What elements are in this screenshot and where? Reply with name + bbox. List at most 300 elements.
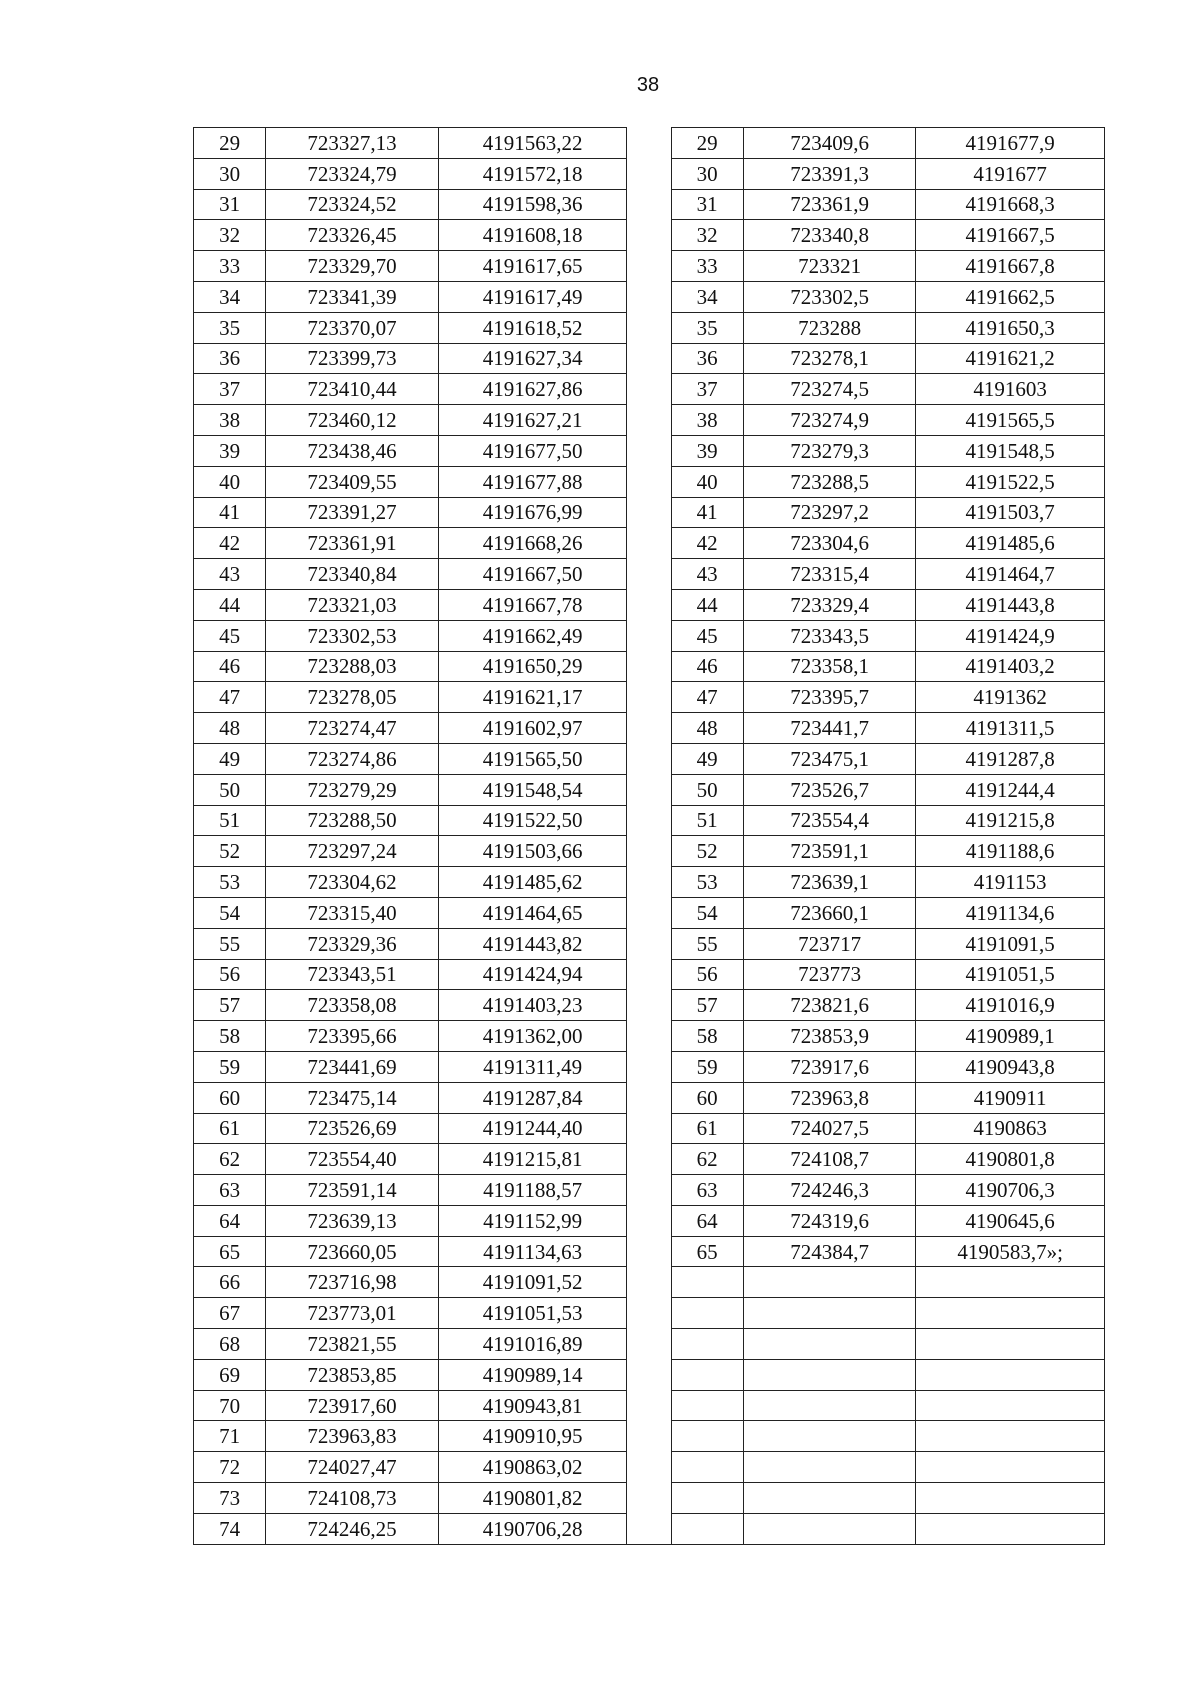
left-x-coordinate-cell: 723358,08 [266, 990, 439, 1021]
right-x-coordinate-cell [743, 1421, 916, 1452]
table-row [194, 1051, 1105, 1082]
table-row [194, 713, 1105, 744]
table-row [194, 281, 1105, 312]
left-x-coordinate-cell: 723343,51 [266, 959, 439, 990]
right-x-coordinate-cell: 723361,9 [743, 189, 916, 220]
left-point-number-cell: 37 [194, 374, 266, 405]
column-gap-cell [627, 897, 671, 928]
right-point-number-cell: 49 [671, 743, 743, 774]
table-row [194, 682, 1105, 713]
table-row [194, 1021, 1105, 1052]
left-point-number-cell: 65 [194, 1236, 266, 1267]
right-x-coordinate-cell: 724319,6 [743, 1205, 916, 1236]
left-y-coordinate-cell: 4191152,99 [438, 1205, 627, 1236]
table-row [194, 189, 1105, 220]
table-row [194, 497, 1105, 528]
left-x-coordinate-cell: 723441,69 [266, 1051, 439, 1082]
right-x-coordinate-cell: 723441,7 [743, 713, 916, 744]
right-point-number-cell: 47 [671, 682, 743, 713]
left-x-coordinate-cell: 723526,69 [266, 1113, 439, 1144]
left-point-number-cell: 53 [194, 867, 266, 898]
table-row [194, 1359, 1105, 1390]
right-x-coordinate-cell: 723821,6 [743, 990, 916, 1021]
right-y-coordinate-cell: 4191668,3 [916, 189, 1105, 220]
left-y-coordinate-cell: 4191618,52 [438, 312, 627, 343]
left-x-coordinate-cell: 723395,66 [266, 1021, 439, 1052]
column-gap-cell [627, 1513, 671, 1544]
table-row [194, 312, 1105, 343]
table-row [194, 1513, 1105, 1544]
left-y-coordinate-cell: 4191016,89 [438, 1329, 627, 1360]
table-row [194, 1421, 1105, 1452]
right-x-coordinate-cell: 723274,9 [743, 405, 916, 436]
table-row [194, 867, 1105, 898]
left-y-coordinate-cell: 4191677,88 [438, 466, 627, 497]
right-y-coordinate-cell: 4191311,5 [916, 713, 1105, 744]
table-row [194, 1113, 1105, 1144]
right-point-number-cell: 39 [671, 435, 743, 466]
right-y-coordinate-cell [916, 1390, 1105, 1421]
right-x-coordinate-cell: 723279,3 [743, 435, 916, 466]
left-point-number-cell: 44 [194, 589, 266, 620]
table-row [194, 1452, 1105, 1483]
right-y-coordinate-cell: 4191677,9 [916, 128, 1105, 159]
column-gap-cell [627, 867, 671, 898]
right-point-number-cell: 46 [671, 651, 743, 682]
column-gap-cell [627, 343, 671, 374]
table-row [194, 220, 1105, 251]
left-x-coordinate-cell: 723460,12 [266, 405, 439, 436]
column-gap-cell [627, 774, 671, 805]
right-point-number-cell: 51 [671, 805, 743, 836]
right-x-coordinate-cell: 723526,7 [743, 774, 916, 805]
right-point-number-cell [671, 1513, 743, 1544]
right-x-coordinate-cell: 724384,7 [743, 1236, 916, 1267]
left-point-number-cell: 54 [194, 897, 266, 928]
right-y-coordinate-cell: 4190801,8 [916, 1144, 1105, 1175]
left-y-coordinate-cell: 4191662,49 [438, 620, 627, 651]
right-x-coordinate-cell: 723591,1 [743, 836, 916, 867]
left-y-coordinate-cell: 4191311,49 [438, 1051, 627, 1082]
left-x-coordinate-cell: 723274,47 [266, 713, 439, 744]
right-x-coordinate-cell: 723917,6 [743, 1051, 916, 1082]
right-y-coordinate-cell: 4191464,7 [916, 559, 1105, 590]
column-gap-cell [627, 1051, 671, 1082]
column-gap-cell [627, 620, 671, 651]
column-gap-cell [627, 651, 671, 682]
left-y-coordinate-cell: 4191287,84 [438, 1082, 627, 1113]
column-gap-cell [627, 128, 671, 159]
right-x-coordinate-cell: 723773 [743, 959, 916, 990]
column-gap-cell [627, 1082, 671, 1113]
left-point-number-cell: 38 [194, 405, 266, 436]
right-point-number-cell: 54 [671, 897, 743, 928]
right-y-coordinate-cell: 4191016,9 [916, 990, 1105, 1021]
table-row [194, 466, 1105, 497]
left-x-coordinate-cell: 723278,05 [266, 682, 439, 713]
right-point-number-cell: 62 [671, 1144, 743, 1175]
right-point-number-cell: 35 [671, 312, 743, 343]
right-point-number-cell [671, 1421, 743, 1452]
right-y-coordinate-cell: 4190911 [916, 1082, 1105, 1113]
right-point-number-cell: 63 [671, 1175, 743, 1206]
left-y-coordinate-cell: 4191443,82 [438, 928, 627, 959]
left-x-coordinate-cell: 724027,47 [266, 1452, 439, 1483]
column-gap-cell [627, 374, 671, 405]
column-gap-cell [627, 1236, 671, 1267]
table-row [194, 251, 1105, 282]
column-gap-cell [627, 405, 671, 436]
table-row [194, 405, 1105, 436]
left-x-coordinate-cell: 723340,84 [266, 559, 439, 590]
left-x-coordinate-cell: 723639,13 [266, 1205, 439, 1236]
right-y-coordinate-cell: 4191134,6 [916, 897, 1105, 928]
right-y-coordinate-cell: 4191153 [916, 867, 1105, 898]
right-y-coordinate-cell [916, 1452, 1105, 1483]
column-gap-cell [627, 220, 671, 251]
left-y-coordinate-cell: 4191617,49 [438, 281, 627, 312]
right-point-number-cell: 33 [671, 251, 743, 282]
table-row [194, 128, 1105, 159]
left-x-coordinate-cell: 723329,70 [266, 251, 439, 282]
right-x-coordinate-cell [743, 1329, 916, 1360]
left-x-coordinate-cell: 723370,07 [266, 312, 439, 343]
table-row [194, 651, 1105, 682]
right-point-number-cell: 65 [671, 1236, 743, 1267]
table-row [194, 620, 1105, 651]
right-x-coordinate-cell [743, 1359, 916, 1390]
table-row [194, 1390, 1105, 1421]
right-x-coordinate-cell: 723297,2 [743, 497, 916, 528]
column-gap-cell [627, 1298, 671, 1329]
table-row [194, 1267, 1105, 1298]
right-x-coordinate-cell: 724246,3 [743, 1175, 916, 1206]
table-row [194, 1483, 1105, 1514]
column-gap-cell [627, 1021, 671, 1052]
left-point-number-cell: 40 [194, 466, 266, 497]
table-row [194, 1298, 1105, 1329]
right-point-number-cell: 48 [671, 713, 743, 744]
left-x-coordinate-cell: 723302,53 [266, 620, 439, 651]
table-row [194, 928, 1105, 959]
right-point-number-cell: 34 [671, 281, 743, 312]
left-x-coordinate-cell: 723773,01 [266, 1298, 439, 1329]
left-point-number-cell: 57 [194, 990, 266, 1021]
left-x-coordinate-cell: 723341,39 [266, 281, 439, 312]
right-point-number-cell: 36 [671, 343, 743, 374]
left-y-coordinate-cell: 4191134,63 [438, 1236, 627, 1267]
left-point-number-cell: 43 [194, 559, 266, 590]
right-x-coordinate-cell: 723304,6 [743, 528, 916, 559]
left-y-coordinate-cell: 4191627,21 [438, 405, 627, 436]
left-y-coordinate-cell: 4191485,62 [438, 867, 627, 898]
right-y-coordinate-cell: 4191522,5 [916, 466, 1105, 497]
coordinates-table [193, 127, 1105, 1545]
right-y-coordinate-cell: 4191667,5 [916, 220, 1105, 251]
right-point-number-cell: 29 [671, 128, 743, 159]
column-gap-cell [627, 312, 671, 343]
left-x-coordinate-cell: 723409,55 [266, 466, 439, 497]
right-x-coordinate-cell [743, 1390, 916, 1421]
right-point-number-cell: 38 [671, 405, 743, 436]
right-y-coordinate-cell: 4191188,6 [916, 836, 1105, 867]
left-y-coordinate-cell: 4191608,18 [438, 220, 627, 251]
right-y-coordinate-cell: 4191287,8 [916, 743, 1105, 774]
left-point-number-cell: 30 [194, 158, 266, 189]
left-x-coordinate-cell: 723963,83 [266, 1421, 439, 1452]
right-x-coordinate-cell: 723554,4 [743, 805, 916, 836]
left-x-coordinate-cell: 723279,29 [266, 774, 439, 805]
left-point-number-cell: 58 [194, 1021, 266, 1052]
left-y-coordinate-cell: 4191677,50 [438, 435, 627, 466]
right-y-coordinate-cell: 4190863 [916, 1113, 1105, 1144]
table-row [194, 1329, 1105, 1360]
left-y-coordinate-cell: 4191598,36 [438, 189, 627, 220]
left-point-number-cell: 52 [194, 836, 266, 867]
right-x-coordinate-cell: 723274,5 [743, 374, 916, 405]
left-x-coordinate-cell: 723399,73 [266, 343, 439, 374]
left-point-number-cell: 61 [194, 1113, 266, 1144]
right-point-number-cell [671, 1359, 743, 1390]
column-gap-cell [627, 251, 671, 282]
left-x-coordinate-cell: 724246,25 [266, 1513, 439, 1544]
left-point-number-cell: 45 [194, 620, 266, 651]
left-point-number-cell: 74 [194, 1513, 266, 1544]
right-point-number-cell: 59 [671, 1051, 743, 1082]
left-point-number-cell: 50 [194, 774, 266, 805]
right-point-number-cell: 57 [671, 990, 743, 1021]
left-y-coordinate-cell: 4191627,34 [438, 343, 627, 374]
right-x-coordinate-cell: 723395,7 [743, 682, 916, 713]
right-x-coordinate-cell: 723340,8 [743, 220, 916, 251]
right-x-coordinate-cell: 723409,6 [743, 128, 916, 159]
column-gap-cell [627, 559, 671, 590]
left-x-coordinate-cell: 723361,91 [266, 528, 439, 559]
left-y-coordinate-cell: 4191565,50 [438, 743, 627, 774]
left-x-coordinate-cell: 723315,40 [266, 897, 439, 928]
right-y-coordinate-cell [916, 1483, 1105, 1514]
right-point-number-cell: 30 [671, 158, 743, 189]
left-point-number-cell: 70 [194, 1390, 266, 1421]
left-y-coordinate-cell: 4190863,02 [438, 1452, 627, 1483]
left-point-number-cell: 51 [194, 805, 266, 836]
right-y-coordinate-cell: 4191677 [916, 158, 1105, 189]
left-x-coordinate-cell: 723554,40 [266, 1144, 439, 1175]
left-y-coordinate-cell: 4191572,18 [438, 158, 627, 189]
left-x-coordinate-cell: 723326,45 [266, 220, 439, 251]
left-x-coordinate-cell: 723391,27 [266, 497, 439, 528]
right-y-coordinate-cell: 4190943,8 [916, 1051, 1105, 1082]
column-gap-cell [627, 928, 671, 959]
left-x-coordinate-cell: 723274,86 [266, 743, 439, 774]
table-row [194, 1236, 1105, 1267]
left-point-number-cell: 29 [194, 128, 266, 159]
right-point-number-cell: 56 [671, 959, 743, 990]
left-point-number-cell: 68 [194, 1329, 266, 1360]
table-row [194, 990, 1105, 1021]
left-y-coordinate-cell: 4191563,22 [438, 128, 627, 159]
column-gap-cell [627, 805, 671, 836]
right-x-coordinate-cell [743, 1452, 916, 1483]
table-row [194, 1175, 1105, 1206]
column-gap-cell [627, 836, 671, 867]
right-x-coordinate-cell [743, 1267, 916, 1298]
column-gap-cell [627, 1359, 671, 1390]
right-y-coordinate-cell: 4191485,6 [916, 528, 1105, 559]
right-y-coordinate-cell: 4191650,3 [916, 312, 1105, 343]
right-y-coordinate-cell: 4191443,8 [916, 589, 1105, 620]
right-point-number-cell: 55 [671, 928, 743, 959]
left-y-coordinate-cell: 4191244,40 [438, 1113, 627, 1144]
left-point-number-cell: 66 [194, 1267, 266, 1298]
right-y-coordinate-cell: 4191362 [916, 682, 1105, 713]
left-y-coordinate-cell: 4191676,99 [438, 497, 627, 528]
left-point-number-cell: 34 [194, 281, 266, 312]
right-point-number-cell: 31 [671, 189, 743, 220]
right-x-coordinate-cell: 723288 [743, 312, 916, 343]
column-gap-cell [627, 1205, 671, 1236]
left-point-number-cell: 46 [194, 651, 266, 682]
right-x-coordinate-cell: 723963,8 [743, 1082, 916, 1113]
right-point-number-cell [671, 1452, 743, 1483]
right-point-number-cell: 45 [671, 620, 743, 651]
left-point-number-cell: 31 [194, 189, 266, 220]
left-point-number-cell: 35 [194, 312, 266, 343]
table-row [194, 559, 1105, 590]
left-point-number-cell: 42 [194, 528, 266, 559]
column-gap-cell [627, 1175, 671, 1206]
right-point-number-cell [671, 1329, 743, 1360]
right-point-number-cell: 60 [671, 1082, 743, 1113]
left-x-coordinate-cell: 723288,03 [266, 651, 439, 682]
left-y-coordinate-cell: 4191668,26 [438, 528, 627, 559]
right-y-coordinate-cell [916, 1267, 1105, 1298]
left-point-number-cell: 49 [194, 743, 266, 774]
right-point-number-cell: 52 [671, 836, 743, 867]
table-row [194, 158, 1105, 189]
left-x-coordinate-cell: 723917,60 [266, 1390, 439, 1421]
right-y-coordinate-cell: 4191548,5 [916, 435, 1105, 466]
left-point-number-cell: 67 [194, 1298, 266, 1329]
right-y-coordinate-cell: 4191565,5 [916, 405, 1105, 436]
left-x-coordinate-cell: 723288,50 [266, 805, 439, 836]
table-row [194, 435, 1105, 466]
right-y-coordinate-cell: 4191244,4 [916, 774, 1105, 805]
table-row [194, 805, 1105, 836]
left-point-number-cell: 73 [194, 1483, 266, 1514]
table-row [194, 959, 1105, 990]
column-gap-cell [627, 528, 671, 559]
table-row [194, 528, 1105, 559]
right-point-number-cell: 32 [671, 220, 743, 251]
column-gap-cell [627, 990, 671, 1021]
left-y-coordinate-cell: 4191051,53 [438, 1298, 627, 1329]
left-y-coordinate-cell: 4191667,78 [438, 589, 627, 620]
column-gap-cell [627, 1267, 671, 1298]
right-point-number-cell [671, 1483, 743, 1514]
left-x-coordinate-cell: 723660,05 [266, 1236, 439, 1267]
table-row [194, 774, 1105, 805]
right-y-coordinate-cell: 4190989,1 [916, 1021, 1105, 1052]
table-row [194, 374, 1105, 405]
left-point-number-cell: 62 [194, 1144, 266, 1175]
left-point-number-cell: 64 [194, 1205, 266, 1236]
page-number: 38 [636, 74, 660, 96]
right-point-number-cell: 40 [671, 466, 743, 497]
left-y-coordinate-cell: 4191215,81 [438, 1144, 627, 1175]
left-y-coordinate-cell: 4191627,86 [438, 374, 627, 405]
right-y-coordinate-cell [916, 1359, 1105, 1390]
left-y-coordinate-cell: 4191424,94 [438, 959, 627, 990]
left-x-coordinate-cell: 723304,62 [266, 867, 439, 898]
column-gap-cell [627, 743, 671, 774]
column-gap-cell [627, 1421, 671, 1452]
column-gap-cell [627, 435, 671, 466]
table-row [194, 836, 1105, 867]
right-point-number-cell [671, 1390, 743, 1421]
right-y-coordinate-cell: 4191603 [916, 374, 1105, 405]
left-point-number-cell: 39 [194, 435, 266, 466]
right-y-coordinate-cell: 4190645,6 [916, 1205, 1105, 1236]
column-gap-cell [627, 589, 671, 620]
left-point-number-cell: 32 [194, 220, 266, 251]
left-y-coordinate-cell: 4191650,29 [438, 651, 627, 682]
table-row [194, 343, 1105, 374]
right-point-number-cell: 43 [671, 559, 743, 590]
left-y-coordinate-cell: 4190706,28 [438, 1513, 627, 1544]
left-y-coordinate-cell: 4191617,65 [438, 251, 627, 282]
left-y-coordinate-cell: 4191522,50 [438, 805, 627, 836]
right-point-number-cell: 42 [671, 528, 743, 559]
left-point-number-cell: 72 [194, 1452, 266, 1483]
right-x-coordinate-cell: 723315,4 [743, 559, 916, 590]
right-y-coordinate-cell: 4191662,5 [916, 281, 1105, 312]
right-y-coordinate-cell: 4191215,8 [916, 805, 1105, 836]
left-point-number-cell: 56 [194, 959, 266, 990]
left-y-coordinate-cell: 4190989,14 [438, 1359, 627, 1390]
left-y-coordinate-cell: 4191602,97 [438, 713, 627, 744]
left-y-coordinate-cell: 4190801,82 [438, 1483, 627, 1514]
left-x-coordinate-cell: 723821,55 [266, 1329, 439, 1360]
column-gap-cell [627, 1113, 671, 1144]
column-gap-cell [627, 682, 671, 713]
right-point-number-cell [671, 1298, 743, 1329]
left-y-coordinate-cell: 4191403,23 [438, 990, 627, 1021]
column-gap-cell [627, 713, 671, 744]
right-point-number-cell: 50 [671, 774, 743, 805]
right-x-coordinate-cell [743, 1513, 916, 1544]
right-y-coordinate-cell [916, 1513, 1105, 1544]
column-gap-cell [627, 1452, 671, 1483]
right-point-number-cell: 64 [671, 1205, 743, 1236]
right-y-coordinate-cell [916, 1329, 1105, 1360]
right-y-coordinate-cell [916, 1298, 1105, 1329]
right-point-number-cell: 44 [671, 589, 743, 620]
left-y-coordinate-cell: 4191188,57 [438, 1175, 627, 1206]
right-y-coordinate-cell: 4191051,5 [916, 959, 1105, 990]
column-gap-cell [627, 281, 671, 312]
right-y-coordinate-cell: 4191667,8 [916, 251, 1105, 282]
right-point-number-cell: 58 [671, 1021, 743, 1052]
right-x-coordinate-cell: 723358,1 [743, 651, 916, 682]
left-point-number-cell: 41 [194, 497, 266, 528]
left-point-number-cell: 63 [194, 1175, 266, 1206]
right-y-coordinate-cell: 4190706,3 [916, 1175, 1105, 1206]
left-x-coordinate-cell: 723297,24 [266, 836, 439, 867]
table-row [194, 589, 1105, 620]
column-gap-cell [627, 1483, 671, 1514]
right-x-coordinate-cell: 723329,4 [743, 589, 916, 620]
